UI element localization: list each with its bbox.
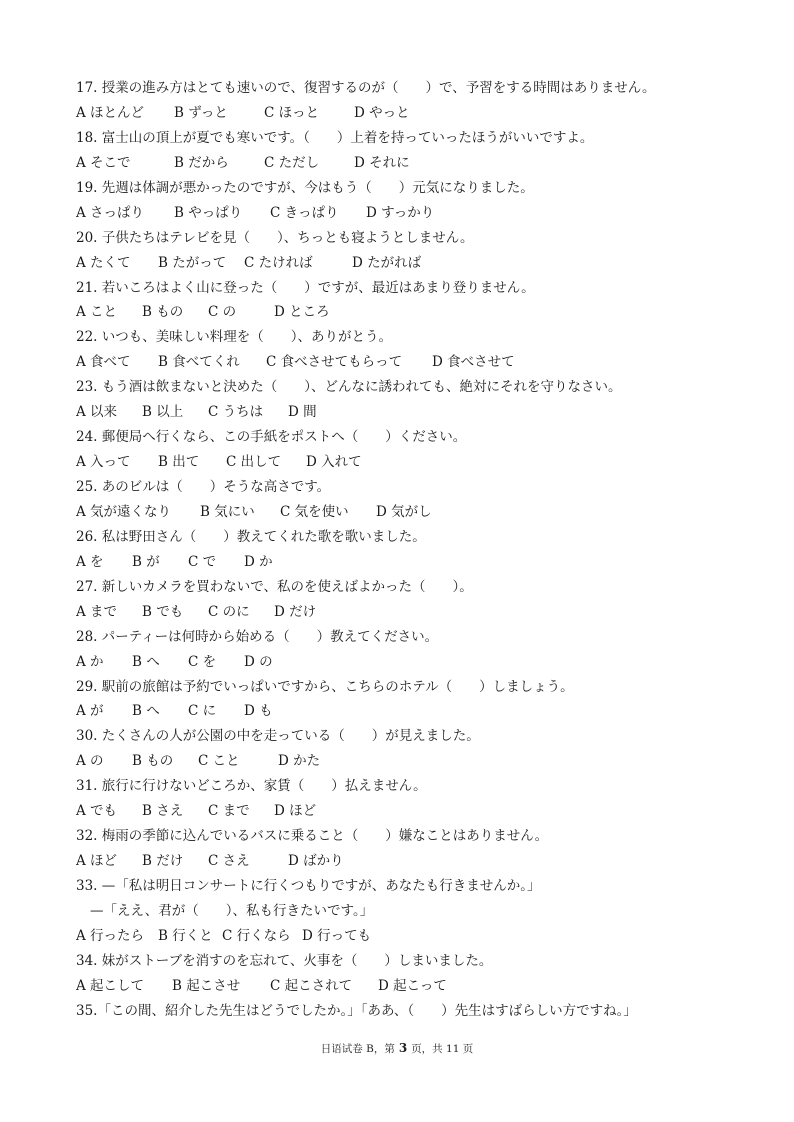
answer-option-a: A を bbox=[76, 553, 104, 570]
answer-option-d: D やっと bbox=[354, 104, 410, 121]
answer-option-a: A 食べて bbox=[76, 354, 131, 371]
answer-option-a: A まで bbox=[76, 603, 118, 620]
answer-option-a: A こと bbox=[76, 304, 118, 321]
answer-option-c: C きっぱり bbox=[270, 204, 339, 221]
answer-option-a: A 行ったら bbox=[76, 927, 145, 944]
question-stem: 29. 駅前の旅館は予約でいっぱいですから、こちらのホテル（ ）しましょう。 bbox=[76, 678, 574, 695]
answer-option-c: C 出して bbox=[226, 454, 282, 471]
answer-option-b: B でも bbox=[142, 603, 184, 620]
answer-option-d: D 起こって bbox=[378, 977, 447, 994]
question-stem: 26. 私は野田さん（ ）教えてくれた歌を歌いました。 bbox=[76, 528, 426, 545]
answer-option-d: D だけ bbox=[274, 603, 317, 620]
answer-option-a: A 以来 bbox=[76, 404, 118, 421]
question-stem: 22. いつも、美味しい料理を（ ）、ありがとう。 bbox=[76, 329, 393, 346]
answer-option-d: D の bbox=[244, 653, 273, 670]
answer-option-b: B だから bbox=[174, 154, 229, 171]
answer-options bbox=[76, 849, 736, 874]
answer-option-c: C 行くなら bbox=[222, 927, 291, 944]
answer-options bbox=[76, 450, 736, 475]
answer-option-b: B が bbox=[132, 553, 160, 570]
answer-option-b: B 以上 bbox=[142, 404, 184, 421]
answer-option-b: B 食べてくれ bbox=[158, 354, 240, 371]
answer-option-b: B へ bbox=[132, 653, 160, 670]
answer-option-a: A そこで bbox=[76, 154, 131, 171]
answer-option-d: D それに bbox=[354, 154, 410, 171]
answer-option-a: A 入って bbox=[76, 454, 131, 471]
answer-option-d: D か bbox=[244, 553, 273, 570]
question-stem: 34. 妹がストーブを消すのを忘れて、火事を（ ）しまいました。 bbox=[76, 952, 493, 969]
answer-option-c: C を bbox=[188, 653, 217, 670]
answer-option-b: B へ bbox=[132, 703, 160, 720]
answer-option-b: B だけ bbox=[142, 853, 184, 870]
question-stem: 31. 旅行に行けないどころか、家賃（ ）払えません。 bbox=[76, 778, 427, 795]
question-stem: 19. 先週は体調が悪かったのですが、今はもう（ ）元気になりました。 bbox=[76, 179, 534, 196]
answer-options bbox=[76, 924, 736, 949]
question-stem: 35.「この間、紹介した先生はどうでしたか。」「ああ、（ ）先生はすばらしい方ですね。」 bbox=[76, 1002, 637, 1019]
answer-options bbox=[76, 974, 736, 999]
answer-option-d: D 入れて bbox=[306, 454, 362, 471]
answer-option-a: A の bbox=[76, 753, 104, 770]
answer-option-b: B 行くと bbox=[158, 927, 213, 944]
question-stem: 20. 子供たちはテレビを見（ ）、ちっとも寝ようとしません。 bbox=[76, 229, 474, 246]
answer-option-a: A ほど bbox=[76, 853, 118, 870]
answer-option-a: A か bbox=[76, 653, 104, 670]
answer-options bbox=[76, 300, 736, 325]
answer-option-c: C ただし bbox=[264, 154, 320, 171]
answer-option-d: D も bbox=[244, 703, 273, 720]
answer-options bbox=[76, 699, 736, 724]
answer-options bbox=[76, 101, 736, 126]
answer-option-c: C で bbox=[188, 553, 217, 570]
answer-options bbox=[76, 201, 736, 226]
answer-option-c: C 起こされて bbox=[270, 977, 353, 994]
footer-page-number: 3 bbox=[398, 1041, 408, 1055]
answer-option-b: B 出て bbox=[158, 454, 200, 471]
answer-option-c: C に bbox=[188, 703, 217, 720]
question-stem: 27. 新しいカメラを買わないで、私のを使えばよかった（ ）。 bbox=[76, 578, 473, 595]
answer-option-d: D すっかり bbox=[366, 204, 435, 221]
answer-option-d: D 食べさせて bbox=[432, 354, 515, 371]
answer-option-c: C まで bbox=[208, 803, 250, 820]
answer-option-d: D 間 bbox=[288, 404, 317, 421]
answer-option-b: B ずっと bbox=[174, 104, 228, 121]
answer-option-d: D たがれば bbox=[352, 254, 422, 271]
answer-option-b: B もの bbox=[142, 304, 184, 321]
answer-option-d: D 気がし bbox=[376, 503, 432, 520]
answer-option-d: D ばかり bbox=[288, 853, 344, 870]
answer-option-a: A ほとんど bbox=[76, 104, 145, 121]
answer-option-a: A 気が遠くなり bbox=[76, 503, 172, 520]
answer-option-d: D かた bbox=[278, 753, 321, 770]
answer-options bbox=[76, 151, 736, 176]
answer-option-b: B 気にい bbox=[200, 503, 255, 520]
question-stem: 33. —「私は明日コンサートに行くつもりですが、あなたも行きませんか。」 bbox=[76, 878, 541, 894]
answer-option-a: A 起こして bbox=[76, 977, 145, 994]
question-stem: 18. 富士山の頂上が夏でも寒いです。（ ）上着を持っていったほうがいいですよ。 bbox=[76, 129, 594, 146]
answer-options bbox=[76, 650, 736, 675]
answer-option-a: A たくて bbox=[76, 254, 131, 271]
page-footer bbox=[0, 1040, 794, 1057]
answer-options bbox=[76, 600, 736, 625]
answer-option-c: C さえ bbox=[208, 853, 250, 870]
answer-option-b: B 起こさせ bbox=[172, 977, 241, 994]
answer-option-d: D ところ bbox=[274, 304, 330, 321]
question-stem: 23. もう酒は飲まないと決めた（ ）、どんなに誘われても、絶対にそれを守りなさい。 bbox=[76, 379, 622, 396]
answer-option-a: A が bbox=[76, 703, 104, 720]
answer-option-c: C 気を使い bbox=[280, 503, 349, 520]
answer-option-c: C たければ bbox=[244, 254, 313, 271]
answer-options bbox=[76, 400, 736, 425]
answer-options bbox=[76, 799, 736, 824]
answer-option-b: B さえ bbox=[142, 803, 184, 820]
answer-option-c: C こと bbox=[198, 753, 240, 770]
answer-option-b: B たがって bbox=[158, 254, 227, 271]
answer-option-a: A でも bbox=[76, 803, 118, 820]
answer-option-c: C の bbox=[208, 304, 237, 321]
answer-options bbox=[76, 550, 736, 575]
answer-options bbox=[76, 350, 736, 375]
answer-options bbox=[76, 251, 736, 276]
footer-prefix: 日语试卷 B，第 bbox=[320, 1043, 395, 1055]
question-stem: 24. 郵便局へ行くなら、この手紙をポストへ（ ）ください。 bbox=[76, 429, 467, 446]
question-stem: 17. 授業の進み方はとても速いので、復習するのが（ ）で、予習をする時間はありません。 bbox=[76, 80, 656, 96]
answer-option-d: D ほど bbox=[274, 803, 317, 820]
answer-options bbox=[76, 749, 736, 774]
answer-option-c: C うちは bbox=[208, 404, 264, 421]
question-stem: 21. 若いころはよく山に登った（ ）ですが、最近はあまり登りません。 bbox=[76, 279, 535, 296]
question-stem: 32. 梅雨の季節に込んでいるバスに乗ること（ ）嫌なことはありません。 bbox=[76, 828, 549, 845]
answer-options bbox=[76, 500, 736, 525]
answer-option-c: C 食べさせてもらって bbox=[266, 354, 403, 371]
answer-option-b: B もの bbox=[132, 753, 174, 770]
question-stem: —「ええ、君が（ ）、私も行きたいです。」 bbox=[90, 902, 374, 919]
question-stem: 30. たくさんの人が公園の中を走っている（ ）が見えました。 bbox=[76, 728, 480, 745]
answer-option-d: D 行っても bbox=[302, 927, 372, 944]
question-stem: 28. パーティーは何時から始める（ ）教えてください。 bbox=[76, 628, 439, 645]
footer-suffix: 页，共 11 页 bbox=[411, 1043, 474, 1055]
answer-option-a: A さっぱり bbox=[76, 204, 145, 221]
answer-option-c: C のに bbox=[208, 603, 250, 620]
question-list bbox=[76, 76, 736, 1024]
answer-option-b: B やっぱり bbox=[174, 204, 243, 221]
question-stem: 25. あのビルは（ ）そうな高さです。 bbox=[76, 479, 331, 495]
answer-option-c: C ほっと bbox=[264, 104, 320, 121]
